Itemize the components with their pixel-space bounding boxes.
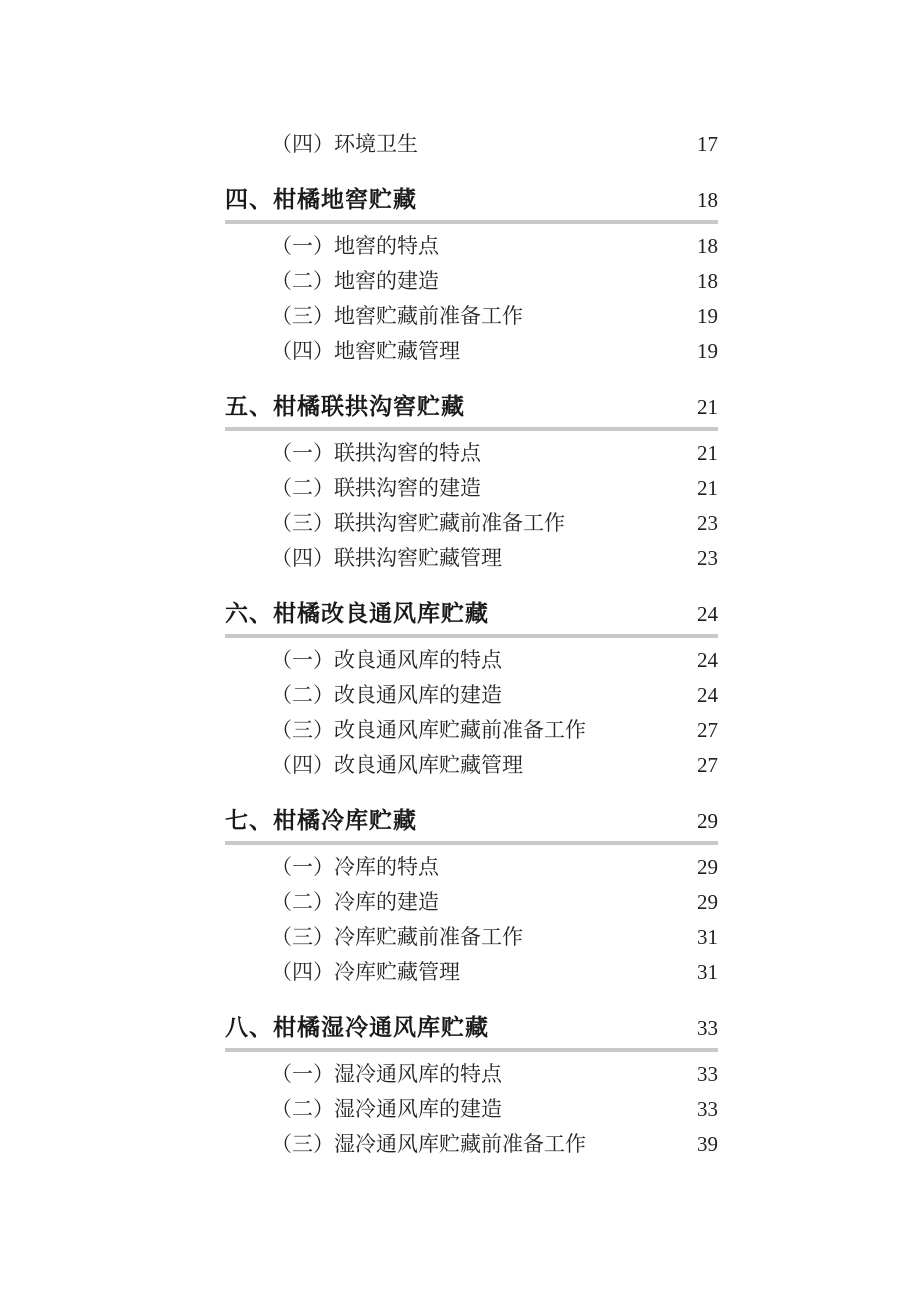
toc-entry-title: （四）联拱沟窖贮藏管理 xyxy=(271,546,502,570)
chapter-page: 21 xyxy=(697,395,718,419)
toc-entry-page: 18 xyxy=(697,269,718,293)
toc-entry xyxy=(225,471,718,506)
toc-entry xyxy=(225,885,718,920)
toc-entry-page: 21 xyxy=(697,476,718,500)
toc-section xyxy=(225,1008,718,1162)
toc-chapter-heading xyxy=(225,1008,718,1052)
chapter-title: 四、柑橘地窖贮藏 xyxy=(225,186,417,213)
toc-section xyxy=(225,801,718,990)
toc-entry-title: （一）联拱沟窖的特点 xyxy=(271,441,481,465)
toc-entry-title: （四）改良通风库贮藏管理 xyxy=(271,753,523,777)
chapter-page: 24 xyxy=(697,602,718,626)
toc-entry-page: 23 xyxy=(697,546,718,570)
toc-entry xyxy=(225,850,718,885)
chapter-title: 八、柑橘湿冷通风库贮藏 xyxy=(225,1014,489,1041)
toc-entry-page: 23 xyxy=(697,511,718,535)
toc-entry-title: （一）改良通风库的特点 xyxy=(271,648,502,672)
toc-entry xyxy=(225,299,718,334)
toc-entry-page: 33 xyxy=(697,1097,718,1121)
toc-entry xyxy=(225,643,718,678)
toc-entry-page: 29 xyxy=(697,855,718,879)
toc-entry-title: （二）改良通风库的建造 xyxy=(271,683,502,707)
toc-entry xyxy=(225,229,718,264)
toc-entry-title: （一）冷库的特点 xyxy=(271,855,439,879)
toc-entry xyxy=(225,748,718,783)
toc-entry xyxy=(225,920,718,955)
toc-entry xyxy=(225,264,718,299)
toc-chapter-heading xyxy=(225,801,718,845)
toc-section xyxy=(225,387,718,576)
toc-chapter-heading xyxy=(225,180,718,224)
toc-entry xyxy=(225,1057,718,1092)
toc-entry-title: （四）冷库贮藏管理 xyxy=(271,960,460,984)
table-of-contents xyxy=(225,127,718,1162)
toc-entry-title: （三）地窖贮藏前准备工作 xyxy=(271,304,523,328)
toc-entry xyxy=(225,334,718,369)
toc-entry xyxy=(225,1127,718,1162)
chapter-page: 29 xyxy=(697,809,718,833)
toc-entry-title: （三）改良通风库贮藏前准备工作 xyxy=(271,718,586,742)
toc-entry-title: （三）联拱沟窖贮藏前准备工作 xyxy=(271,511,565,535)
toc-entry-page: 31 xyxy=(697,960,718,984)
toc-entry-title: （四）地窖贮藏管理 xyxy=(271,339,460,363)
chapter-title: 六、柑橘改良通风库贮藏 xyxy=(225,600,489,627)
toc-entry-title: （一）湿冷通风库的特点 xyxy=(271,1062,502,1086)
toc-chapter-heading xyxy=(225,387,718,431)
toc-entry-page: 19 xyxy=(697,304,718,328)
toc-entry-page: 27 xyxy=(697,753,718,777)
toc-entry xyxy=(225,506,718,541)
toc-entry xyxy=(225,955,718,990)
toc-entry-page: 18 xyxy=(697,234,718,258)
toc-section xyxy=(225,594,718,783)
toc-entry-page: 17 xyxy=(697,132,718,156)
toc-entry-page: 24 xyxy=(697,683,718,707)
toc-entry-title: （四）环境卫生 xyxy=(271,132,418,156)
toc-entry xyxy=(225,436,718,471)
toc-entry xyxy=(225,1092,718,1127)
toc-entry-title: （二）联拱沟窖的建造 xyxy=(271,476,481,500)
toc-entry-page: 21 xyxy=(697,441,718,465)
chapter-title: 七、柑橘冷库贮藏 xyxy=(225,807,417,834)
toc-entry-page: 24 xyxy=(697,648,718,672)
chapter-page: 33 xyxy=(697,1016,718,1040)
toc-chapter-heading xyxy=(225,594,718,638)
toc-entry-title: （二）湿冷通风库的建造 xyxy=(271,1097,502,1121)
toc-entry-title: （二）冷库的建造 xyxy=(271,890,439,914)
toc-entry-title: （三）冷库贮藏前准备工作 xyxy=(271,925,523,949)
toc-entry-page: 19 xyxy=(697,339,718,363)
toc-entry xyxy=(225,541,718,576)
toc-entry-page: 29 xyxy=(697,890,718,914)
toc-entry-page: 31 xyxy=(697,925,718,949)
toc-section xyxy=(225,180,718,369)
toc-entry xyxy=(225,678,718,713)
chapter-page: 18 xyxy=(697,188,718,212)
toc-entry-page: 39 xyxy=(697,1132,718,1156)
toc-entry-title: （二）地窖的建造 xyxy=(271,269,439,293)
toc-entry-page: 33 xyxy=(697,1062,718,1086)
chapter-title: 五、柑橘联拱沟窖贮藏 xyxy=(225,393,465,420)
toc-entry xyxy=(225,127,718,162)
toc-entry-page: 27 xyxy=(697,718,718,742)
toc-entry-title: （一）地窖的特点 xyxy=(271,234,439,258)
toc-entry xyxy=(225,713,718,748)
toc-entry-title: （三）湿冷通风库贮藏前准备工作 xyxy=(271,1132,586,1156)
